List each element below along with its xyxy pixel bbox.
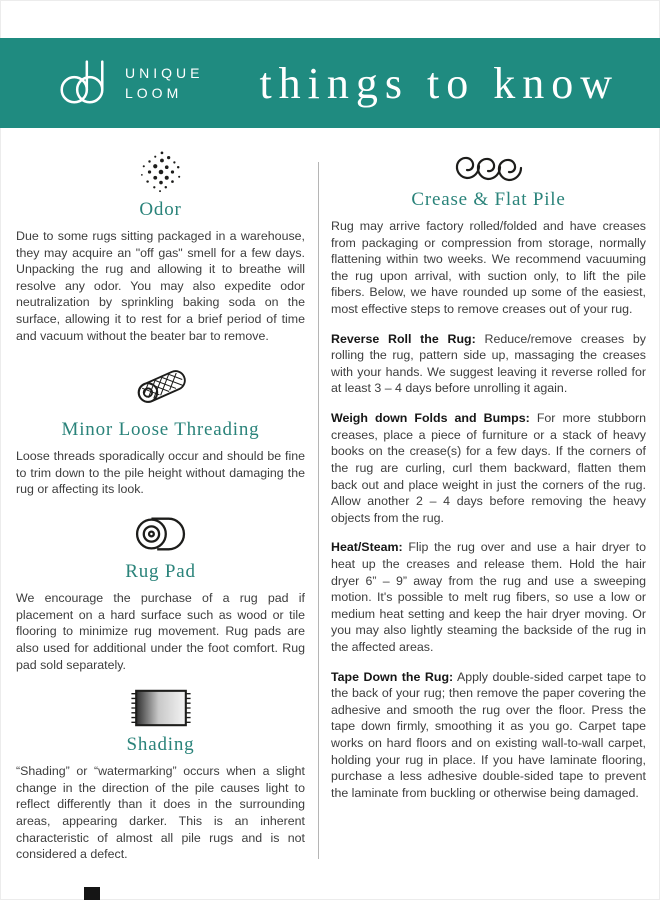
tip-heat-steam: [331, 539, 646, 655]
section-body-odor: Due to some rugs sitting packaged in a warehouse, they may acquire an "off gas" smell for a few days. Unpacking the rug and allowing it to breathe will resolve any odor. You may also expedite odor neutralization by sprinkling baking soda on the surface, allowing it to rest for a brief period of time and vacuum without the beater bar to remove.: [16, 229, 305, 343]
section-heading-odor: Odor: [139, 199, 182, 220]
tip-tape-down-label: Tape Down the Rug:: [331, 669, 454, 684]
tip-reverse-roll: [331, 331, 646, 397]
curled-pile-icon: [331, 150, 646, 184]
rug-pad-roll-icon: [16, 512, 305, 556]
page-title: things to know: [259, 58, 620, 108]
brand-line-2: LOOM: [125, 85, 183, 101]
section-body-loose-threading: Loose threads sporadically occur and should be fine to trim down to the pile height without damaging the rug or affecting its look.: [16, 449, 305, 497]
tip-tape-down-text: Apply double-sided carpet tape to the back of your rug; then remove the paper covering the adhesive and smooth the rug over the floor. Press the tape down firmly, smoothing it as you go. Carpet tape works on hard floors and on existing wall-to-wall carpet, holding your rug in place. If you have laminate flooring, purchase a less adhesive double-sided tape to prevent the laminate from buckling or otherwise being damaged.: [331, 669, 646, 800]
brand: [54, 54, 203, 113]
column-divider: [318, 162, 319, 859]
right-column: [331, 150, 646, 802]
section-heading-crease-flat-pile: Crease & Flat Pile: [411, 189, 566, 210]
section-shading: [16, 687, 305, 863]
tip-reverse-roll-label: Reverse Roll the Rug:: [331, 331, 476, 346]
section-body-rug-pad: We encourage the purchase of a rug pad if placement on a hard surface such as wood or tile flooring to minimize rug movement. Rug pads are also used for additional under the foot comfort. Rug pad sold separately.: [16, 591, 305, 672]
left-column: [16, 150, 305, 863]
header-band: [0, 38, 660, 128]
section-heading-shading: Shading: [126, 734, 195, 756]
tip-heat-steam-text: Flip the rug over and use a hair dryer to heat up the creases and release them. Hold the hair dryer 6” – 9” away from the rug and use a sweeping motion. It's possible to melt rug fibers, so use a low or medium heat setting and keep the hair dryer moving. Or you may also lightly steaming the backside of the rug in the affected areas.: [331, 540, 646, 655]
section-heading-rug-pad: Rug Pad: [125, 561, 196, 583]
brand-line-1: UNIQUE: [125, 64, 204, 81]
shaded-rug-icon: [16, 687, 305, 729]
tip-reverse-roll-text: Reduce/remove creases by rolling the rug, pattern side up, massaging the creases with your hands. We suggest leaving it reverse rolled for at least 3 – 4 days before unrolling it again.: [331, 331, 646, 396]
section-odor: [16, 150, 305, 344]
section-crease-flat-pile-head: [331, 150, 646, 211]
section-rug-pad: [16, 512, 305, 673]
section-loose-threading: [16, 358, 305, 498]
tip-weigh-down-text: For more stubborn creases, place a piece of furniture or a stack of heavy books on the crease(s) for a few days. If the corners of the rug are curling, curl them backward, flatten them back out and place weight in just the corners of the rug. Allow another 2 – 4 days before removing the heavy objects from the rug.: [331, 411, 646, 525]
unique-loom-monogram-icon: [54, 54, 110, 113]
content-columns: [16, 150, 646, 863]
section-body-shading: “Shading” or “watermarking” occurs when a slight change in the direction of the pile causes light to reflect differently than it does in the surrounding areas, appearing darker. This is an inherent characteristic of almost all pile rugs and is not considered a defect.: [16, 764, 305, 862]
tip-weigh-down: [331, 410, 646, 526]
brand-name: [125, 63, 203, 104]
section-heading-loose-threading: Minor Loose Threading: [61, 419, 260, 441]
tip-heat-steam-label: Heat/Steam:: [331, 540, 403, 555]
rolled-rug-icon: [16, 358, 305, 414]
page-corner-mark: [84, 887, 100, 900]
crease-intro: Rug may arrive factory rolled/folded and have creases from packaging or compression from storage, normally flattening within two weeks. We recommend vacuuming the rug upon arrival, with suction only, to lift the pile fibers. Below, we have rounded up some of the easiest, most effective steps to remove creases out of your rug.: [331, 219, 646, 317]
tip-weigh-down-label: Weigh down Folds and Bumps:: [331, 411, 530, 426]
tip-tape-down: [331, 669, 646, 802]
sprinkle-dots-icon: [16, 150, 305, 194]
